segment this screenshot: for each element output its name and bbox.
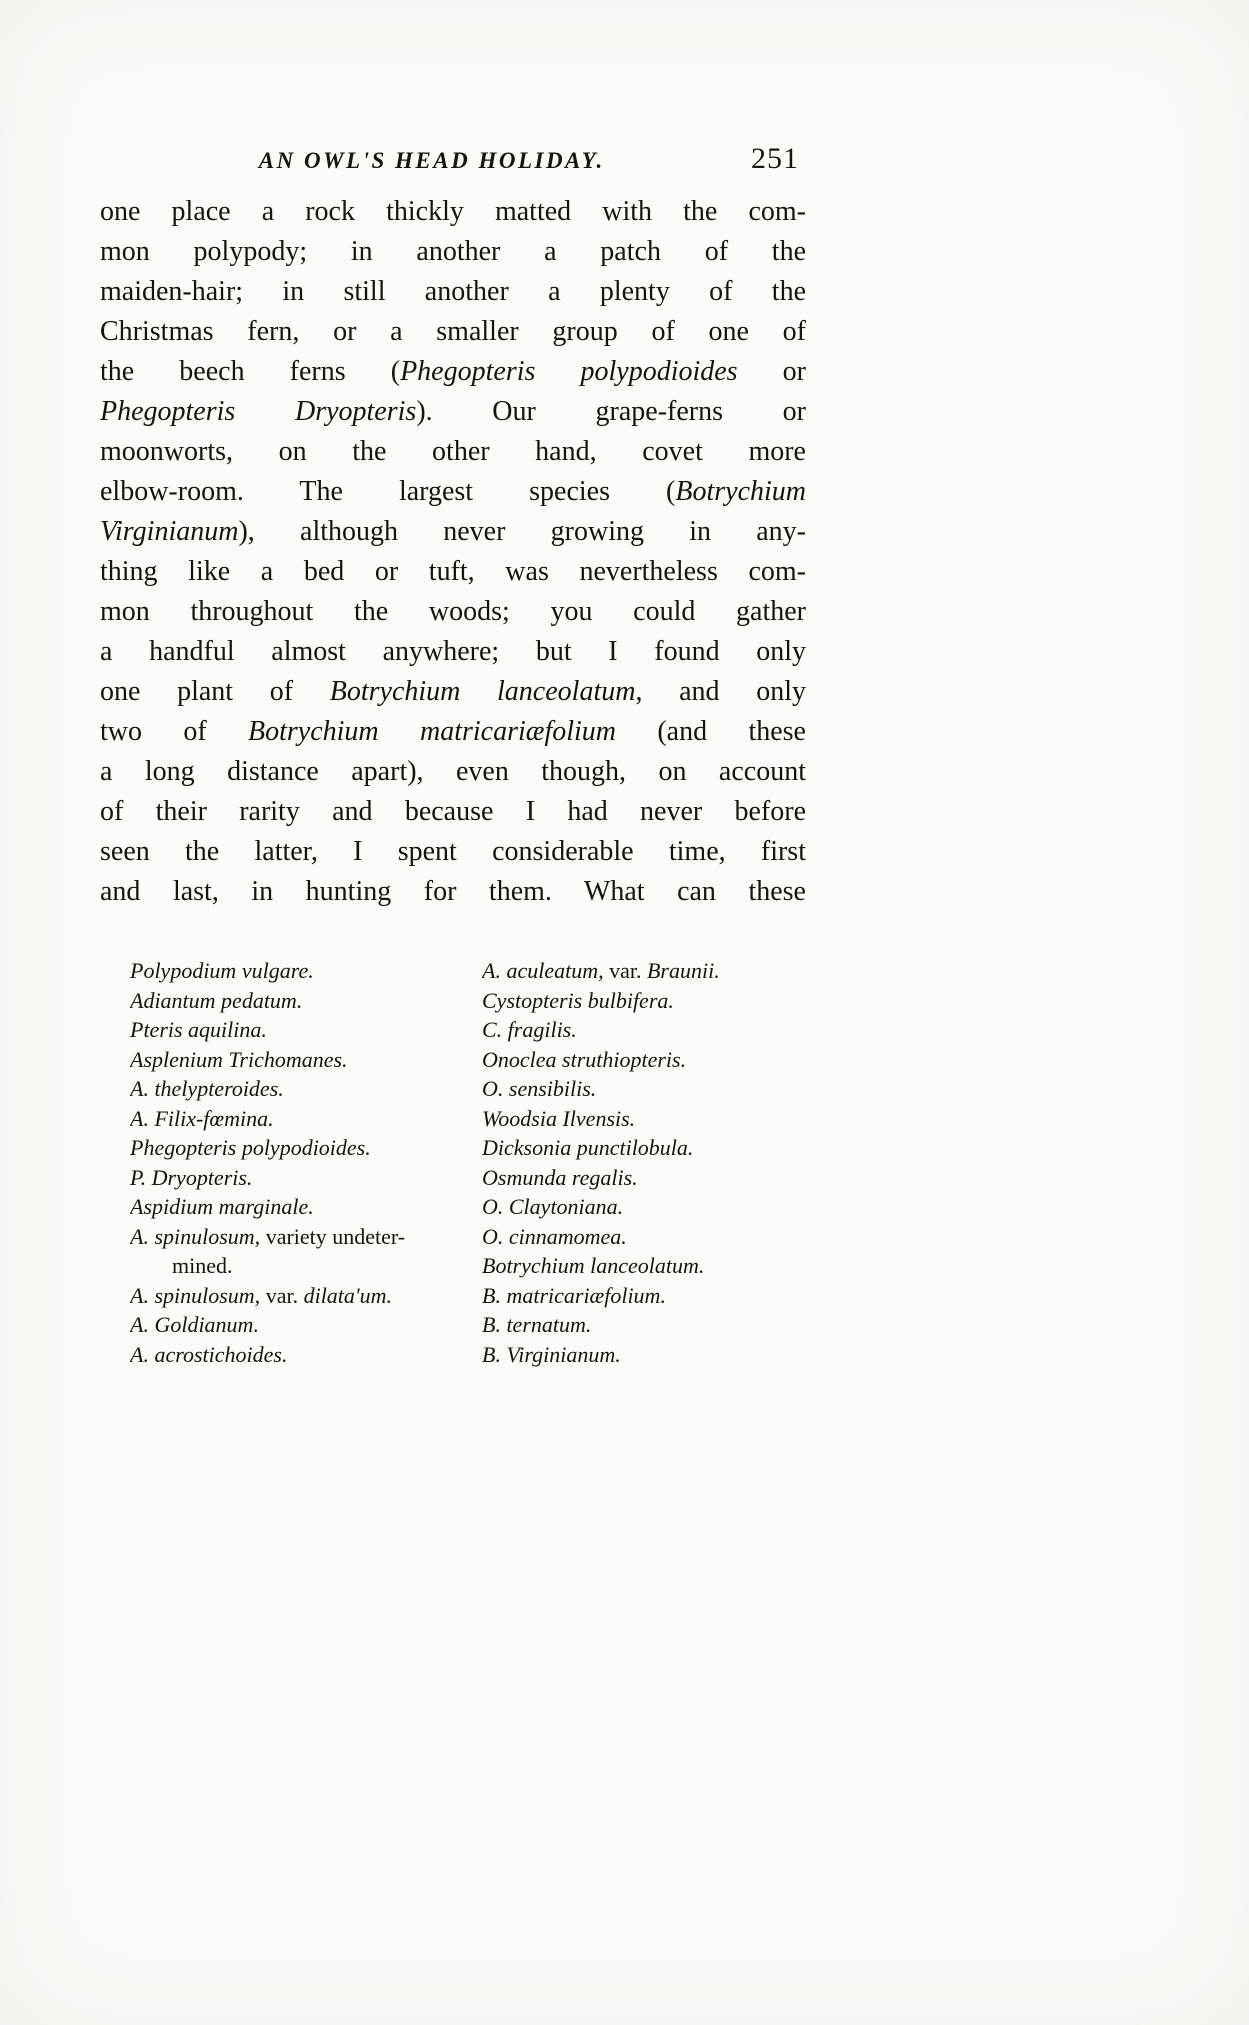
text-line xyxy=(482,1310,817,1340)
text-segment: A. aculeatum, xyxy=(482,958,604,983)
text-segment: Osmunda regalis. xyxy=(482,1164,638,1190)
text-segment: and last, in hunting for them. What can these xyxy=(100,876,806,907)
text-segment: Phegopteris polypodioides xyxy=(400,356,738,387)
text-segment: variety undeter- xyxy=(260,1223,406,1249)
text-segment: the beech ferns ( xyxy=(100,356,401,387)
text-segment: O. cinnamomea. xyxy=(482,1223,627,1249)
species-column-right xyxy=(482,956,817,1369)
text-segment: Woodsia Ilvensis. xyxy=(482,1105,636,1131)
text-segment: Pteris aquilina. xyxy=(130,1017,267,1042)
text-line xyxy=(100,592,806,632)
text-line xyxy=(482,1015,817,1045)
text-segment: a handful almost anywhere; but I found only xyxy=(100,636,806,667)
text-line xyxy=(100,352,806,392)
text-segment: moonworts, on the other hand, covet more xyxy=(100,436,806,467)
text-segment: Phegopteris Dryopteris xyxy=(100,396,417,427)
text-line xyxy=(130,956,482,986)
text-line xyxy=(482,1045,817,1075)
text-line xyxy=(130,1251,482,1281)
text-segment: Cystopteris bulbifera. xyxy=(482,987,674,1013)
text-line xyxy=(130,1163,482,1193)
text-line xyxy=(482,1074,817,1104)
text-line xyxy=(130,1015,482,1045)
text-line xyxy=(130,1281,482,1311)
running-header xyxy=(100,144,805,180)
text-line xyxy=(100,472,806,512)
text-segment: mined. xyxy=(172,1253,233,1278)
text-line xyxy=(130,1222,482,1252)
text-segment: Botrychium lanceolatum. xyxy=(482,1253,705,1278)
text-line xyxy=(482,1340,817,1370)
text-line xyxy=(482,1104,817,1134)
text-line xyxy=(130,1104,482,1134)
text-line xyxy=(100,792,806,832)
text-segment: seen the latter, I spent considerable time, first xyxy=(100,836,806,867)
text-line xyxy=(482,1133,817,1163)
text-segment: var. xyxy=(603,958,647,983)
text-line xyxy=(130,1340,482,1370)
page-number: 251 xyxy=(751,142,799,175)
text-segment: B. ternatum. xyxy=(482,1312,592,1337)
text-line xyxy=(482,986,817,1016)
text-segment: Botrychium lanceolatum xyxy=(329,676,636,707)
text-segment: a long distance apart), even though, on account xyxy=(100,756,806,787)
text-segment: or xyxy=(737,356,806,387)
text-segment: Braunii. xyxy=(646,958,720,983)
text-segment: Christmas fern, or a smaller group of one of xyxy=(100,316,806,347)
text-segment: two of xyxy=(100,716,249,747)
text-segment: O. sensibilis. xyxy=(482,1076,597,1101)
text-segment: Dicksonia punctilobula. xyxy=(482,1135,694,1160)
text-line xyxy=(130,1192,482,1222)
text-segment: ). Our grape-ferns or xyxy=(416,396,806,427)
text-segment: Polypodium vulgare. xyxy=(130,958,314,983)
text-segment: A. spinulosum, xyxy=(130,1223,261,1249)
text-line xyxy=(482,1222,817,1252)
text-segment: maiden-hair; in still another a plenty of the xyxy=(100,276,806,307)
text-line xyxy=(100,432,806,472)
text-line xyxy=(100,672,806,712)
text-segment: Virginianum xyxy=(100,516,239,547)
text-line xyxy=(100,712,806,752)
text-segment: P. Dryopteris. xyxy=(130,1164,253,1190)
text-line xyxy=(130,986,482,1016)
text-segment: dilata'um. xyxy=(303,1282,393,1308)
text-segment: one plant of xyxy=(100,676,330,707)
text-segment: B. matricariæfolium. xyxy=(482,1282,666,1308)
text-segment: one place a rock thickly matted with the com- xyxy=(100,196,806,227)
species-list xyxy=(130,956,817,1369)
text-line xyxy=(100,272,806,312)
text-line xyxy=(100,832,806,872)
text-line xyxy=(130,1074,482,1104)
text-line xyxy=(482,1281,817,1311)
text-segment: Botrychium matricariæfolium xyxy=(248,716,617,747)
text-segment: thing like a bed or tuft, was nevertheless com- xyxy=(100,556,806,587)
text-line xyxy=(100,752,806,792)
text-segment: C. fragilis. xyxy=(482,1017,577,1042)
text-line xyxy=(100,232,806,272)
text-segment: A. spinulosum, xyxy=(130,1282,261,1308)
text-line xyxy=(482,1163,817,1193)
text-line xyxy=(130,1133,482,1163)
chapter-title: AN OWL'S HEAD HOLIDAY. xyxy=(258,148,605,173)
text-segment: ), although never growing in any- xyxy=(238,516,806,547)
text-line xyxy=(100,872,806,912)
text-segment: Onoclea struthiopteris. xyxy=(482,1046,687,1072)
text-segment: O. Claytoniana. xyxy=(482,1194,624,1219)
text-segment: Phegopteris polypodioides. xyxy=(130,1135,371,1160)
text-segment: A. Filix-fœmina. xyxy=(130,1105,274,1131)
text-segment: mon throughout the woods; you could gather xyxy=(100,596,806,627)
text-segment: Aspidium marginale. xyxy=(130,1194,314,1219)
body-text xyxy=(100,192,806,912)
text-segment: A. Goldianum. xyxy=(130,1312,259,1337)
species-column-left xyxy=(130,956,482,1369)
text-segment: , and only xyxy=(635,676,806,707)
text-line xyxy=(100,632,806,672)
text-segment: Adiantum pedatum. xyxy=(130,987,303,1013)
text-segment: A. thelypteroides. xyxy=(130,1076,284,1101)
text-line xyxy=(100,512,806,552)
text-segment: B. Virginianum. xyxy=(482,1341,621,1367)
text-segment: Asplenium Trichomanes. xyxy=(130,1046,348,1072)
text-segment: elbow-room. The largest species ( xyxy=(100,476,676,507)
text-segment: (and these xyxy=(616,716,806,747)
text-segment: mon polypody; in another a patch of the xyxy=(100,236,806,267)
text-line xyxy=(100,392,806,432)
text-line xyxy=(482,956,817,986)
text-line xyxy=(482,1251,817,1281)
text-line xyxy=(100,552,806,592)
text-segment: of their rarity and because I had never before xyxy=(100,796,806,827)
text-line xyxy=(100,312,806,352)
text-line xyxy=(130,1310,482,1340)
text-line xyxy=(130,1045,482,1075)
text-line xyxy=(482,1192,817,1222)
text-segment: Botrychium xyxy=(675,476,806,507)
text-line xyxy=(100,192,806,232)
text-segment: A. acrostichoides. xyxy=(130,1341,288,1367)
text-segment: var. xyxy=(260,1282,304,1308)
